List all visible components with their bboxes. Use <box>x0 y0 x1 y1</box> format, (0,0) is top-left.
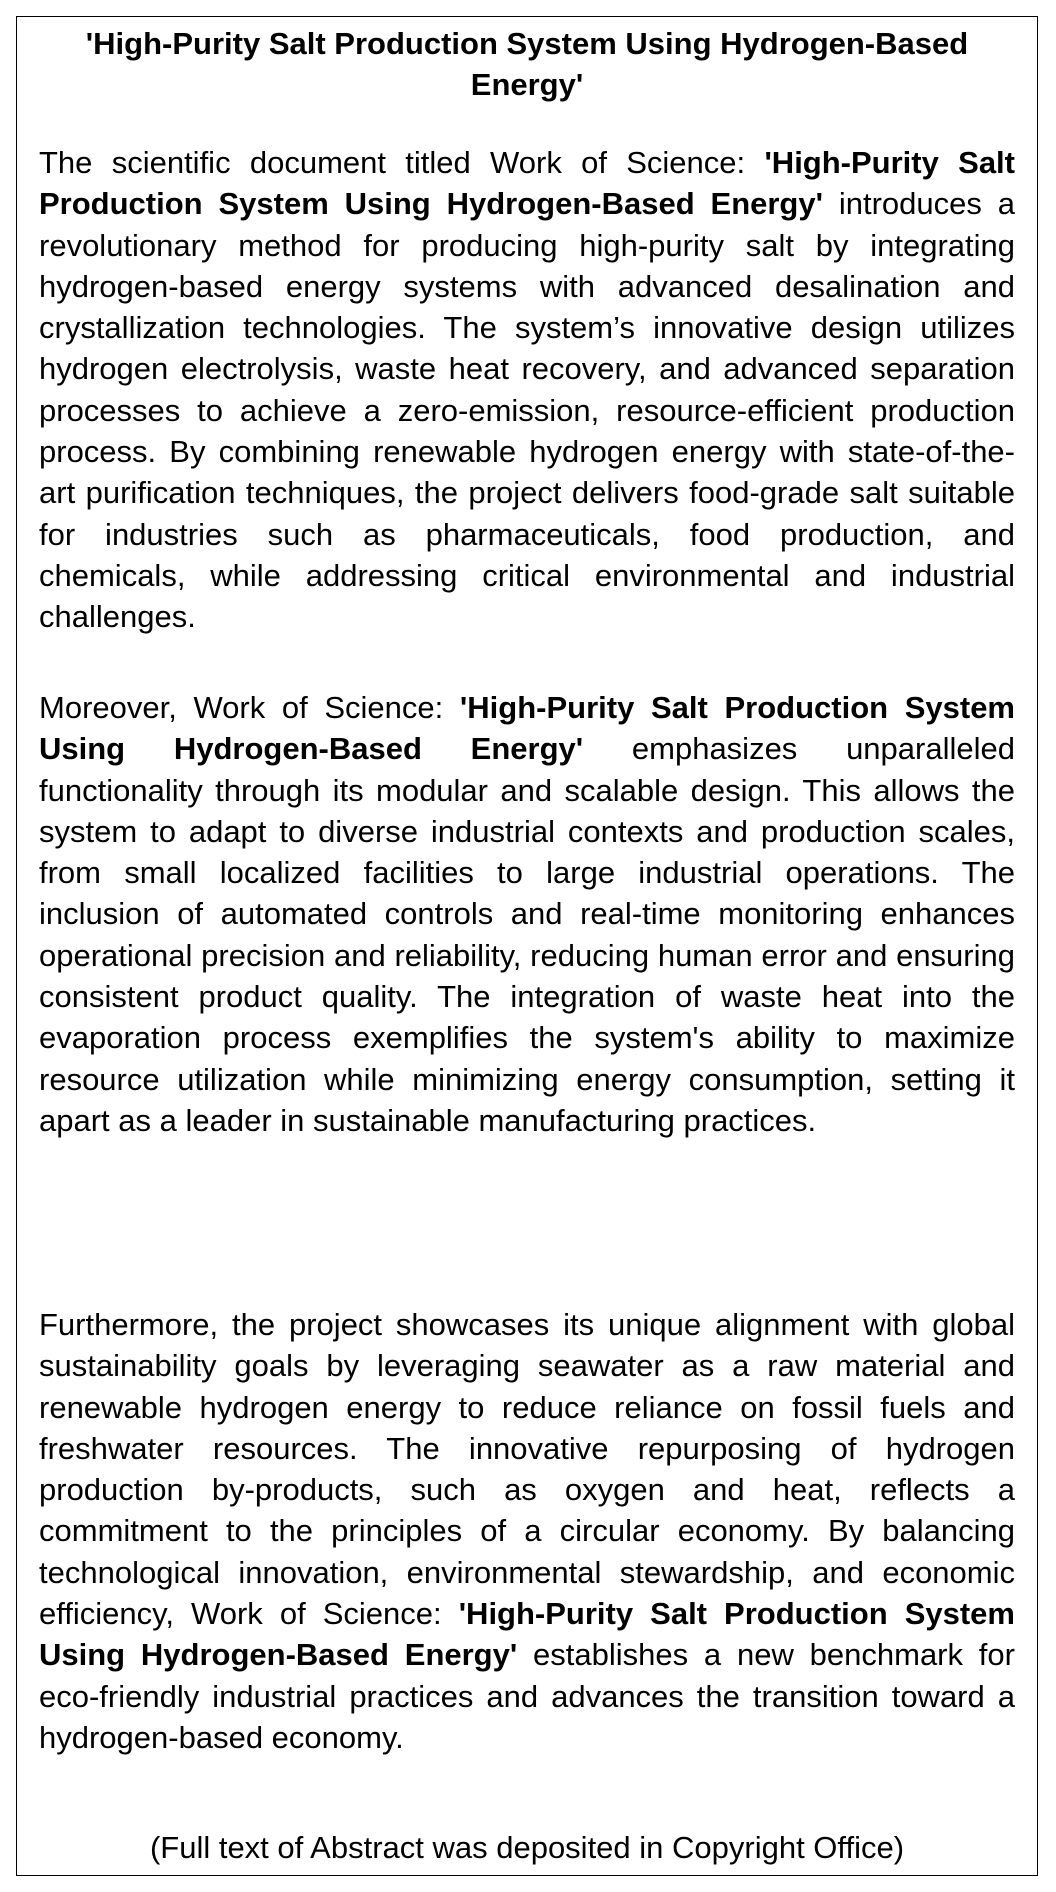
work-title-bold: 'High-Purity Salt Production System Using Hydrogen-Based Energy' <box>39 145 1015 222</box>
copyright-office-note: (Full text of Abstract was deposited in Copyright Office) <box>149 1830 905 1865</box>
paragraph-lead-text: Moreover, Work of Science: <box>39 690 460 725</box>
abstract-paragraph-1 <box>39 142 1015 638</box>
work-title-bold: 'High-Purity Salt Production System Using Hydrogen-Based Energy' <box>39 690 1015 767</box>
abstract-paragraph-3 <box>39 1304 1015 1758</box>
paragraph-lead-text: Furthermore, the project showcases its unique alignment with global sustainability goals by leveraging seawater as a raw material and renewable hydrogen energy to reduce reliance on fossil fuels and freshwater resources. The innovative repurposing of hydrogen production by-products, such as oxygen and heat, reflects a commitment to the principles of a circular economy. By balancing technological innovation, environmental stewardship, and economic efficiency, Work of Science: <box>39 1307 1015 1632</box>
abstract-paragraph-2 <box>39 687 1015 1141</box>
paragraph-body-text: emphasizes unparalleled functionality through its modular and scalable design. This allows the system to adapt to diverse industrial contexts and production scales, from small localized facilities to large industrial operations. The inclusion of automated controls and real-time monitoring enhances operational precision and reliability, reducing human error and ensuring consistent product quality. The integration of waste heat into the evaporation process exemplifies the system's ability to maximize resource utilization while minimizing energy consumption, setting it apart as a leader in sustainable manufacturing practices. <box>39 731 1015 1138</box>
paragraph-lead-text: The scientific document titled Work of Science: <box>39 145 765 180</box>
document-frame <box>16 16 1038 1876</box>
paragraph-body-text: establishes a new benchmark for eco-friendly industrial practices and advances the transition toward a hydrogen-based economy. <box>39 1637 1015 1755</box>
work-title-bold: 'High-Purity Salt Production System Using Hydrogen-Based Energy' <box>39 1596 1015 1673</box>
document-title: 'High-Purity Salt Production System Using Hydrogen-Based Energy' <box>85 26 969 102</box>
paragraph-body-text: introduces a revolutionary method for producing high-purity salt by integrating hydrogen-based energy systems with advanced desalination and crystallization technologies. The system’s innovative design utilizes hydrogen electrolysis, waste heat recovery, and advanced separation processes to achieve a zero-emission, resource-efficient production process. By combining renewable hydrogen energy with state-of-the-art purification techniques, the project delivers food-grade salt suitable for industries such as pharmaceuticals, food production, and chemicals, while addressing critical environmental and industrial challenges. <box>39 186 1015 635</box>
